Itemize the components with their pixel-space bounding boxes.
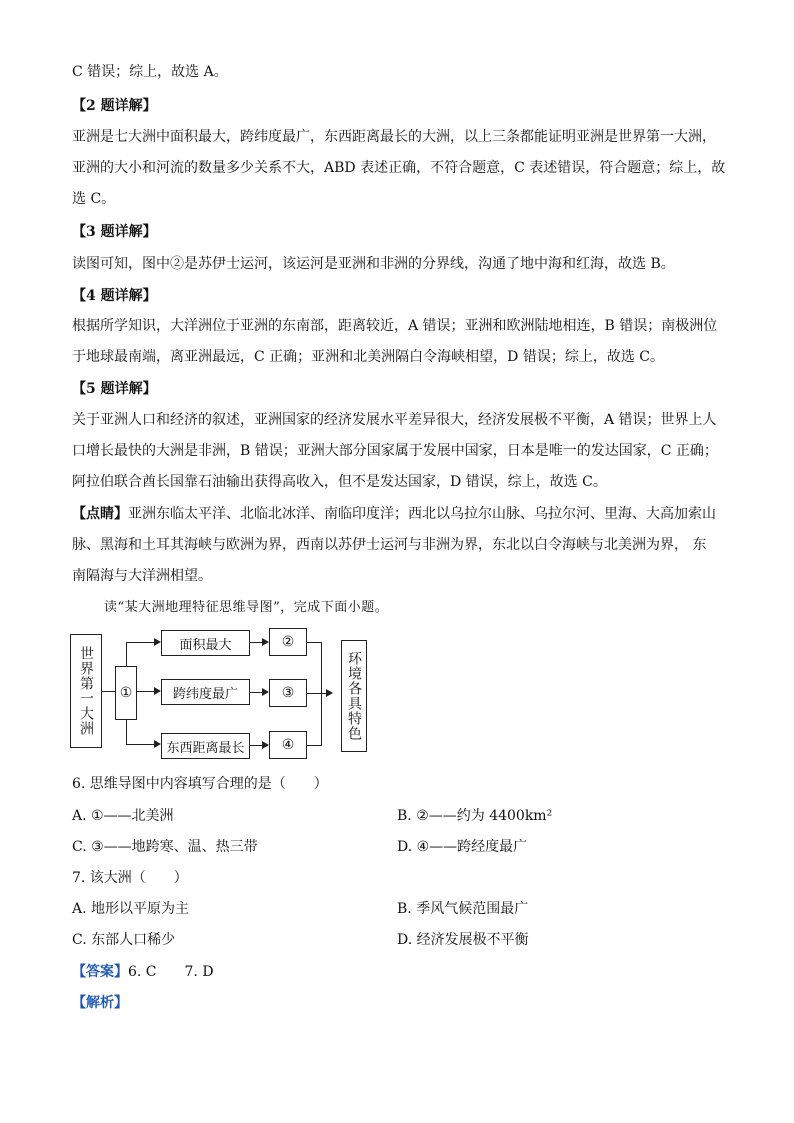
section-heading: 【4 题详解】 bbox=[72, 288, 157, 304]
tip-label: 【点睛】 bbox=[72, 506, 128, 522]
connector bbox=[250, 745, 262, 746]
mindmap-outcome-box bbox=[341, 640, 367, 752]
option-d: D. ④——跨经度最广 bbox=[397, 839, 528, 855]
mindmap-result-label: ② bbox=[281, 634, 295, 650]
option-c: C. ③——地跨寒、温、热三带 bbox=[72, 839, 258, 855]
text-line: 南隔海与大洋洲相望。 bbox=[72, 568, 212, 584]
connector bbox=[102, 691, 115, 692]
arrow-icon bbox=[262, 688, 269, 696]
arrow-icon bbox=[154, 740, 161, 748]
arrow-icon bbox=[154, 687, 161, 695]
mindmap-branch-box bbox=[161, 630, 250, 656]
mindmap-result-label: ④ bbox=[281, 737, 295, 753]
mindmap-center-label: ① bbox=[119, 685, 133, 701]
section-heading: 【3 题详解】 bbox=[72, 224, 157, 240]
text-line: 根据所学知识，大洋洲位于亚洲的东南部，距离较近，A 错误；亚洲和欧洲陆地相连，B 错误；南极洲位 bbox=[72, 318, 718, 334]
question-stem: 6. 思维导图中内容填写合理的是（ ） bbox=[72, 776, 328, 792]
option-b: B. ②——约为 4400km² bbox=[397, 808, 553, 824]
connector bbox=[307, 693, 326, 694]
arrow-icon bbox=[326, 689, 333, 697]
mindmap-root-box bbox=[70, 634, 102, 748]
section-heading: 【5 题详解】 bbox=[72, 381, 157, 397]
mindmap-branch-box bbox=[161, 679, 250, 705]
text-line: 读图可知，图中②是苏伊士运河，该运河是亚洲和非洲的分界线，沟通了地中海和红海，故选 B。 bbox=[72, 256, 675, 272]
arrow-icon bbox=[262, 638, 269, 646]
connector bbox=[126, 642, 127, 666]
mindmap-result-label: ③ bbox=[281, 685, 295, 701]
text-line: C 错误；综上，故选 A。 bbox=[72, 64, 228, 80]
mindmap-outcome-label: 环境各具特色 bbox=[346, 651, 362, 741]
text-line: 亚洲的大小和河流的数量多少关系不大，ABD 表述正确，不符合题意，C 表述错误，符合题意；综上，故 bbox=[72, 160, 726, 176]
question-intro: 读“某大洲地理特征思维导图”，完成下面小题。 bbox=[104, 600, 389, 615]
connector bbox=[126, 642, 154, 643]
answer-label: 【答案】 bbox=[72, 964, 128, 980]
text-line: 选 C。 bbox=[72, 191, 116, 207]
option-a: A. ①——北美洲 bbox=[72, 808, 174, 824]
connector bbox=[321, 642, 322, 746]
tip-text: 亚洲东临太平洋、北临北冰洋、南临印度洋；西北以乌拉尔山脉、乌拉尔河、里海、大高加索山 bbox=[128, 506, 716, 522]
mindmap-branch-label: 跨纬度最广 bbox=[172, 686, 238, 702]
connector bbox=[250, 692, 262, 693]
connector bbox=[307, 745, 321, 746]
option-b: B. 季风气候范围最广 bbox=[397, 901, 529, 917]
analysis-label: 【解析】 bbox=[72, 995, 128, 1011]
arrow-icon bbox=[262, 741, 269, 749]
mindmap-branch-box bbox=[161, 733, 250, 759]
mindmap-branch-label: 东西距离最长 bbox=[166, 740, 245, 756]
mindmap-result-box bbox=[269, 679, 307, 707]
section-heading: 【2 题详解】 bbox=[72, 98, 157, 114]
connector bbox=[126, 744, 154, 745]
mindmap-branch-label: 面积最大 bbox=[179, 637, 232, 653]
tip-line bbox=[72, 504, 716, 524]
mindmap-root-label: 世界第一大洲 bbox=[78, 646, 94, 736]
arrow-icon bbox=[154, 638, 161, 646]
option-a: A. 地形以平原为主 bbox=[72, 901, 190, 917]
mind-map-diagram bbox=[70, 626, 370, 756]
connector bbox=[137, 691, 154, 692]
answer-line bbox=[72, 962, 214, 982]
text-line: 脉、黑海和土耳其海峡与欧洲为界，西南以苏伊士运河与非洲为界，东北以白令海峡与北美洲为界， 东 bbox=[72, 537, 707, 553]
mindmap-result-box bbox=[269, 628, 307, 656]
option-d: D. 经济发展极不平衡 bbox=[397, 932, 529, 948]
text-line: 亚洲是七大洲中面积最大，跨纬度最广，东西距离最长的大洲，以上三条都能证明亚洲是世界第一大洲， bbox=[72, 129, 716, 145]
question-stem: 7. 该大洲（ ） bbox=[72, 870, 188, 886]
connector bbox=[126, 720, 127, 744]
mindmap-center-box bbox=[115, 666, 137, 720]
text-line: 口增长最快的大洲是非洲，B 错误；亚洲大部分国家属于发展中国家，日本是唯一的发达国家，C 正确； bbox=[72, 443, 718, 459]
text-line: 阿拉伯联合酋长国靠石油输出获得高收入，但不是发达国家，D 错误，综上，故选 C。 bbox=[72, 474, 607, 490]
mindmap-result-box bbox=[269, 731, 307, 759]
connector bbox=[250, 642, 262, 643]
text-line: 关于亚洲人口和经济的叙述，亚洲国家的经济发展水平差异很大，经济发展极不平衡，A 错误；世界上人 bbox=[72, 412, 717, 428]
text-line: 于地球最南端，离亚洲最远，C 正确；亚洲和北美洲隔白令海峡相望，D 错误；综上，故选 C。 bbox=[72, 349, 664, 365]
connector bbox=[307, 642, 321, 643]
option-c: C. 东部人口稀少 bbox=[72, 932, 176, 948]
answer-values: 6. C 7. D bbox=[128, 964, 214, 980]
